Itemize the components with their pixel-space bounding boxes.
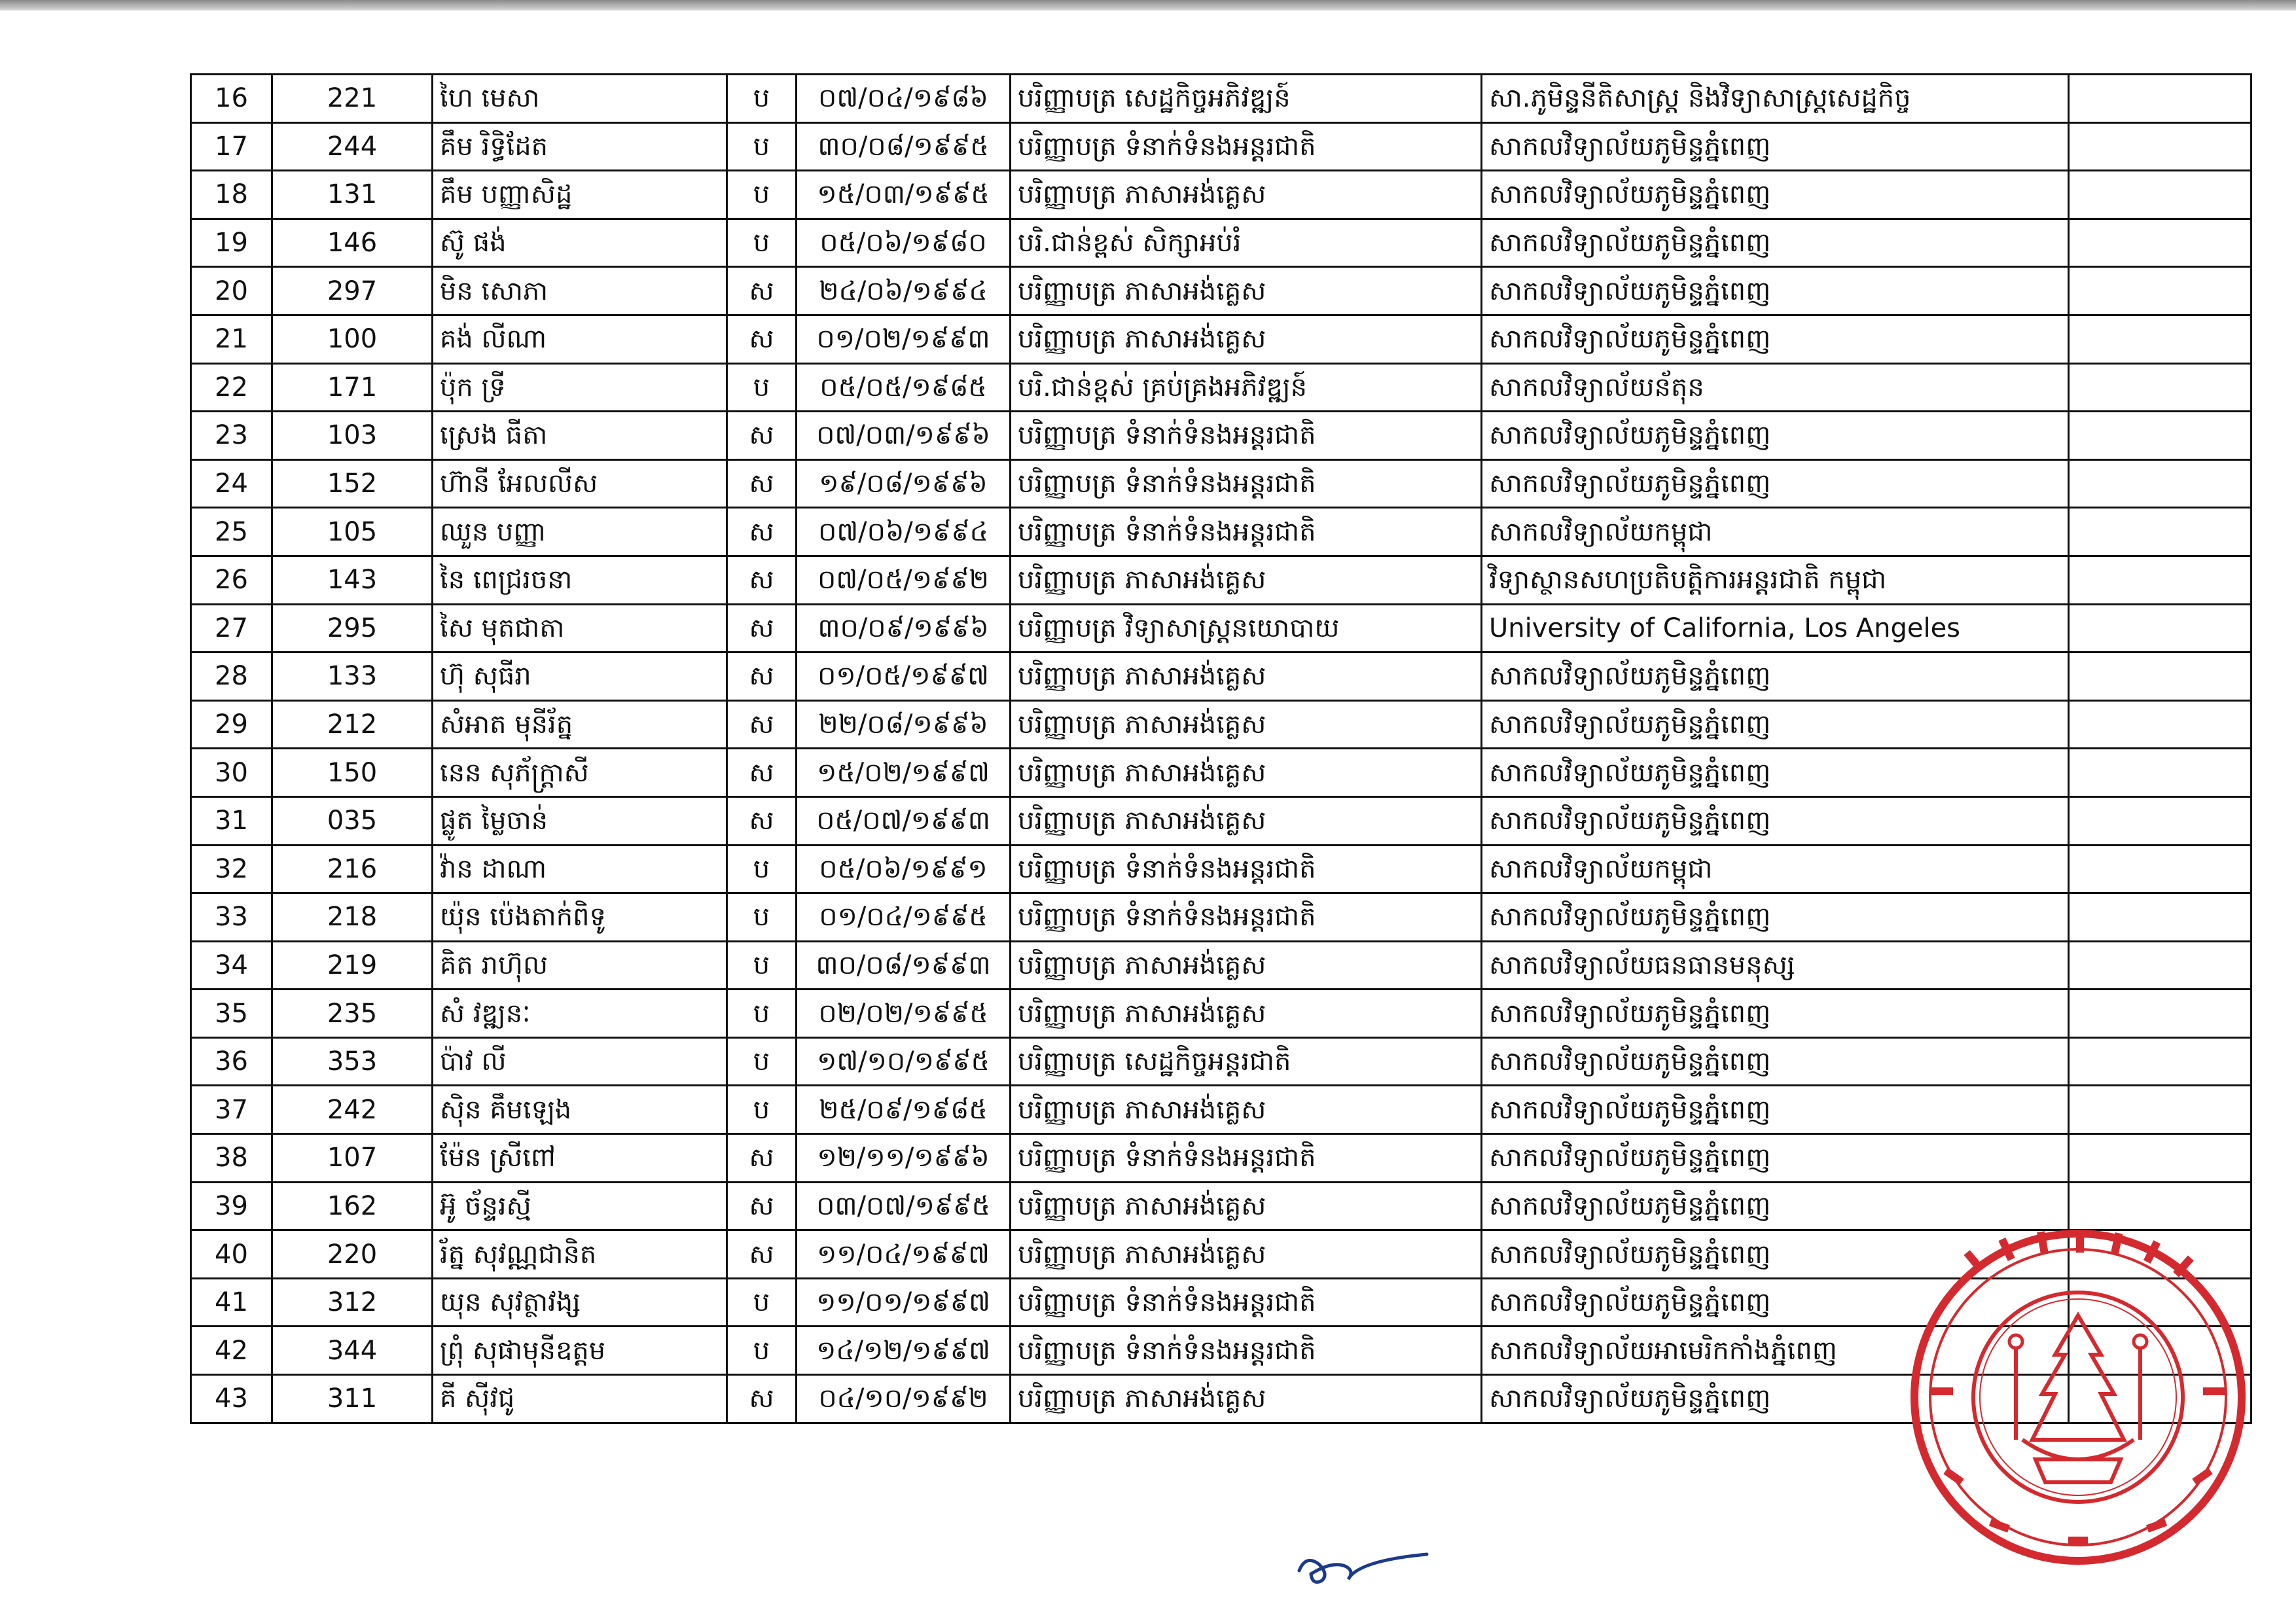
university-cell: សាកលវិទ្យាល័យភូមិន្ទភ្នំពេញ xyxy=(1482,412,2069,460)
date-of-birth-cell: ២៥/០៩/១៩៨៥ xyxy=(797,1086,1011,1134)
note-cell xyxy=(2069,893,2251,942)
gender-cell: ប xyxy=(727,75,797,123)
candidate-id-cell: 162 xyxy=(272,1182,433,1230)
date-of-birth-cell: ២២/០៨/១៩៩៦ xyxy=(797,700,1011,749)
row-number-cell: 28 xyxy=(191,652,272,701)
candidate-id-cell: 353 xyxy=(272,1037,433,1086)
table-row xyxy=(191,604,2251,652)
gender-cell: ស xyxy=(727,1182,797,1230)
degree-cell: បរិញ្ញាបត្រ ភាសាអង់គ្លេស xyxy=(1011,749,1482,797)
table-row xyxy=(191,1134,2251,1183)
full-name-cell: សំអាត មុនីរ័ត្ន xyxy=(433,700,727,749)
candidate-id-cell: 221 xyxy=(272,75,433,123)
note-cell xyxy=(2069,171,2251,219)
full-name-cell: ប៉ាវ លី xyxy=(433,1037,727,1086)
note-cell xyxy=(2069,219,2251,267)
candidate-id-cell: 311 xyxy=(272,1375,433,1423)
row-number-cell: 23 xyxy=(191,412,272,460)
table-row xyxy=(191,556,2251,604)
gender-cell: ប xyxy=(727,1037,797,1086)
date-of-birth-cell: ០៧/០៥/១៩៩២ xyxy=(797,556,1011,604)
row-number-cell: 33 xyxy=(191,893,272,942)
degree-cell: បរិញ្ញាបត្រ សេដ្ឋកិច្ចអន្តរជាតិ xyxy=(1011,1037,1482,1086)
table-row xyxy=(191,1037,2251,1086)
date-of-birth-cell: ៣០/០៨/១៩៩៣ xyxy=(797,941,1011,990)
university-cell: សាកលវិទ្យាល័យភូមិន្ទភ្នំពេញ xyxy=(1482,1230,2069,1279)
date-of-birth-cell: ០៥/០៧/១៩៩៣ xyxy=(797,796,1011,845)
note-cell xyxy=(2069,75,2251,123)
scan-top-edge xyxy=(0,0,2296,10)
gender-cell: ស xyxy=(727,412,797,460)
date-of-birth-cell: ៣០/០៨/១៩៩៥ xyxy=(797,122,1011,171)
table-row xyxy=(191,508,2251,556)
candidate-id-cell: 297 xyxy=(272,267,433,315)
row-number-cell: 43 xyxy=(191,1375,272,1423)
full-name-cell: គង់ លីណា xyxy=(433,315,727,363)
date-of-birth-cell: ០៧/០៤/១៩៨៦ xyxy=(797,75,1011,123)
date-of-birth-cell: ០៧/០៣/១៩៩៦ xyxy=(797,412,1011,460)
date-of-birth-cell: ០៥/០៥/១៩៨៥ xyxy=(797,363,1011,412)
gender-cell: ប xyxy=(727,122,797,171)
row-number-cell: 27 xyxy=(191,604,272,652)
candidate-id-cell: 143 xyxy=(272,556,433,604)
gender-cell: ស xyxy=(727,267,797,315)
note-cell xyxy=(2069,556,2251,604)
full-name-cell: គឹម រិទ្ធិដែត xyxy=(433,122,727,171)
candidate-id-cell: 216 xyxy=(272,845,433,893)
candidate-id-cell: 219 xyxy=(272,941,433,990)
gender-cell: ស xyxy=(727,459,797,508)
gender-cell: ស xyxy=(727,556,797,604)
university-cell: សាកលវិទ្យាល័យភូមិន្ទភ្នំពេញ xyxy=(1482,652,2069,701)
row-number-cell: 18 xyxy=(191,171,272,219)
date-of-birth-cell: ០១/០២/១៩៩៣ xyxy=(797,315,1011,363)
degree-cell: បរិញ្ញាបត្រ ភាសាអង់គ្លេស xyxy=(1011,1182,1482,1230)
note-cell xyxy=(2069,990,2251,1038)
date-of-birth-cell: ១៤/១២/១៩៩៧ xyxy=(797,1327,1011,1375)
candidate-id-cell: 295 xyxy=(272,604,433,652)
university-cell: សាកលវិទ្យាល័យភូមិន្ទភ្នំពេញ xyxy=(1482,1278,2069,1327)
note-cell xyxy=(2069,941,2251,990)
row-number-cell: 31 xyxy=(191,796,272,845)
candidate-id-cell: 220 xyxy=(272,1230,433,1279)
degree-cell: បរិញ្ញាបត្រ ភាសាអង់គ្លេស xyxy=(1011,267,1482,315)
table-row xyxy=(191,796,2251,845)
university-cell: សាកលវិទ្យាល័យភូមិន្ទភ្នំពេញ xyxy=(1482,1086,2069,1134)
table-row xyxy=(191,749,2251,797)
row-number-cell: 29 xyxy=(191,700,272,749)
row-number-cell: 30 xyxy=(191,749,272,797)
university-cell: សាកលវិទ្យាល័យភូមិន្ទភ្នំពេញ xyxy=(1482,990,2069,1038)
row-number-cell: 41 xyxy=(191,1278,272,1327)
full-name-cell: ព្រុំ សុផាមុនីឧត្តម xyxy=(433,1327,727,1375)
gender-cell: ប xyxy=(727,171,797,219)
full-name-cell: ហ៊ានី អែលលីស xyxy=(433,459,727,508)
candidate-id-cell: 105 xyxy=(272,508,433,556)
note-cell xyxy=(2069,267,2251,315)
row-number-cell: 24 xyxy=(191,459,272,508)
full-name-cell: ឈួន បញ្ញា xyxy=(433,508,727,556)
table-row xyxy=(191,845,2251,893)
full-name-cell: វ៉ាន ដាណា xyxy=(433,845,727,893)
gender-cell: ប xyxy=(727,219,797,267)
note-cell xyxy=(2069,845,2251,893)
degree-cell: បរិញ្ញាបត្រ ភាសាអង់គ្លេស xyxy=(1011,1230,1482,1279)
note-cell xyxy=(2069,1086,2251,1134)
candidate-id-cell: 100 xyxy=(272,315,433,363)
candidate-id-cell: 235 xyxy=(272,990,433,1038)
full-name-cell: ម៉ែន ស្រីពៅ xyxy=(433,1134,727,1183)
degree-cell: បរិញ្ញាបត្រ ភាសាអង់គ្លេស xyxy=(1011,556,1482,604)
table-row xyxy=(191,267,2251,315)
gender-cell: ស xyxy=(727,1230,797,1279)
gender-cell: ប xyxy=(727,990,797,1038)
date-of-birth-cell: ១២/១១/១៩៩៦ xyxy=(797,1134,1011,1183)
candidate-id-cell: 152 xyxy=(272,459,433,508)
note-cell xyxy=(2069,459,2251,508)
date-of-birth-cell: ១៧/១០/១៩៩៥ xyxy=(797,1037,1011,1086)
table-row xyxy=(191,893,2251,942)
university-cell: សាកលវិទ្យាល័យភូមិន្ទភ្នំពេញ xyxy=(1482,1375,2069,1423)
date-of-birth-cell: ០៥/០៦/១៩៨០ xyxy=(797,219,1011,267)
gender-cell: ស xyxy=(727,1134,797,1183)
university-cell: សាកលវិទ្យាល័យភូមិន្ទភ្នំពេញ xyxy=(1482,1182,2069,1230)
full-name-cell: យ៉ុន ប៉េងតាក់ពិទូ xyxy=(433,893,727,942)
candidate-id-cell: 171 xyxy=(272,363,433,412)
date-of-birth-cell: ២៤/០៦/១៩៩៤ xyxy=(797,267,1011,315)
university-cell: សា.ភូមិន្ទនីតិសាស្ត្រ និងវិទ្យាសាស្ត្រសេដ្ឋកិច្ច xyxy=(1482,75,2069,123)
date-of-birth-cell: ០៣/០៧/១៩៩៥ xyxy=(797,1182,1011,1230)
row-number-cell: 42 xyxy=(191,1327,272,1375)
degree-cell: បរិញ្ញាបត្រ ភាសាអង់គ្លេស xyxy=(1011,990,1482,1038)
date-of-birth-cell: ០១/០៥/១៩៩៧ xyxy=(797,652,1011,701)
table-row xyxy=(191,700,2251,749)
date-of-birth-cell: ១៥/០២/១៩៩៧ xyxy=(797,749,1011,797)
full-name-cell: គិត រាហ៊ុល xyxy=(433,941,727,990)
degree-cell: បរិញ្ញាបត្រ ភាសាអង់គ្លេស xyxy=(1011,941,1482,990)
note-cell xyxy=(2069,315,2251,363)
university-cell: សាកលវិទ្យាល័យភូមិន្ទភ្នំពេញ xyxy=(1482,700,2069,749)
candidate-id-cell: 107 xyxy=(272,1134,433,1183)
table-row xyxy=(191,363,2251,412)
gender-cell: ស xyxy=(727,1375,797,1423)
degree-cell: បរិញ្ញាបត្រ ទំនាក់ទំនងអន្តរជាតិ xyxy=(1011,1327,1482,1375)
full-name-cell: សំ វឌ្ឍនៈ xyxy=(433,990,727,1038)
note-cell xyxy=(2069,749,2251,797)
note-cell xyxy=(2069,1182,2251,1230)
row-number-cell: 39 xyxy=(191,1182,272,1230)
degree-cell: បរិ.ជាន់ខ្ពស់ គ្រប់គ្រងអភិវឌ្ឍន៍ xyxy=(1011,363,1482,412)
university-cell: សាកលវិទ្យាល័យភូមិន្ទភ្នំពេញ xyxy=(1482,459,2069,508)
full-name-cell: ផ្លូត ម្លៃចាន់ xyxy=(433,796,727,845)
date-of-birth-cell: ១៥/០៣/១៩៩៥ xyxy=(797,171,1011,219)
table-row xyxy=(191,75,2251,123)
full-name-cell: ស៊ិន គឹមឡេង xyxy=(433,1086,727,1134)
row-number-cell: 36 xyxy=(191,1037,272,1086)
date-of-birth-cell: ០៤/១០/១៩៩២ xyxy=(797,1375,1011,1423)
degree-cell: បរិញ្ញាបត្រ ភាសាអង់គ្លេស xyxy=(1011,700,1482,749)
gender-cell: ស xyxy=(727,315,797,363)
row-number-cell: 25 xyxy=(191,508,272,556)
degree-cell: បរិញ្ញាបត្រ ទំនាក់ទំនងអន្តរជាតិ xyxy=(1011,412,1482,460)
university-cell: សាកលវិទ្យាល័យភូមិន្ទភ្នំពេញ xyxy=(1482,315,2069,363)
university-cell: សាកលវិទ្យាល័យន័តុន xyxy=(1482,363,2069,412)
table-row xyxy=(191,941,2251,990)
gender-cell: ប xyxy=(727,363,797,412)
gender-cell: ស xyxy=(727,749,797,797)
full-name-cell: ស្រេង ធីតា xyxy=(433,412,727,460)
date-of-birth-cell: ១១/០១/១៩៩៧ xyxy=(797,1278,1011,1327)
note-cell xyxy=(2069,604,2251,652)
date-of-birth-cell: ០៧/០៦/១៩៩៤ xyxy=(797,508,1011,556)
candidate-id-cell: 133 xyxy=(272,652,433,701)
row-number-cell: 38 xyxy=(191,1134,272,1183)
university-cell: សាកលវិទ្យាល័យកម្ពុជា xyxy=(1482,845,2069,893)
candidate-id-cell: 212 xyxy=(272,700,433,749)
full-name-cell: ហ៊ុ សុធីរា xyxy=(433,652,727,701)
row-number-cell: 17 xyxy=(191,122,272,171)
row-number-cell: 34 xyxy=(191,941,272,990)
gender-cell: ប xyxy=(727,1086,797,1134)
row-number-cell: 26 xyxy=(191,556,272,604)
note-cell xyxy=(2069,796,2251,845)
gender-cell: ប xyxy=(727,893,797,942)
date-of-birth-cell: ១៩/០៨/១៩៩៦ xyxy=(797,459,1011,508)
university-cell: សាកលវិទ្យាល័យភូមិន្ទភ្នំពេញ xyxy=(1482,219,2069,267)
degree-cell: បរិញ្ញាបត្រ ភាសាអង់គ្លេស xyxy=(1011,171,1482,219)
candidate-id-cell: 103 xyxy=(272,412,433,460)
university-cell: វិទ្យាស្ថានសហប្រតិបត្តិការអន្តរជាតិ កម្ពុជា xyxy=(1482,556,2069,604)
full-name-cell: អ៊ូ ច័ន្ទរស្មី xyxy=(433,1182,727,1230)
table-row xyxy=(191,459,2251,508)
note-cell xyxy=(2069,363,2251,412)
row-number-cell: 32 xyxy=(191,845,272,893)
university-cell: សាកលវិទ្យាល័យភូមិន្ទភ្នំពេញ xyxy=(1482,1134,2069,1183)
note-cell xyxy=(2069,700,2251,749)
university-cell: សាកលវិទ្យាល័យភូមិន្ទភ្នំពេញ xyxy=(1482,122,2069,171)
note-cell xyxy=(2069,412,2251,460)
degree-cell: បរិញ្ញាបត្រ ទំនាក់ទំនងអន្តរជាតិ xyxy=(1011,508,1482,556)
row-number-cell: 37 xyxy=(191,1086,272,1134)
full-name-cell: គឹម បញ្ញាសិដ្ឋ xyxy=(433,171,727,219)
candidate-id-cell: 035 xyxy=(272,796,433,845)
table-row xyxy=(191,315,2251,363)
row-number-cell: 35 xyxy=(191,990,272,1038)
date-of-birth-cell: ១១/០៤/១៩៩៧ xyxy=(797,1230,1011,1279)
university-cell: សាកលវិទ្យាល័យភូមិន្ទភ្នំពេញ xyxy=(1482,749,2069,797)
university-cell: សាកលវិទ្យាល័យភូមិន្ទភ្នំពេញ xyxy=(1482,267,2069,315)
row-number-cell: 20 xyxy=(191,267,272,315)
gender-cell: ស xyxy=(727,796,797,845)
table-row xyxy=(191,652,2251,701)
full-name-cell: នេន សុភ័ក្ត្រាសី xyxy=(433,749,727,797)
candidate-id-cell: 244 xyxy=(272,122,433,171)
degree-cell: បរិញ្ញាបត្រ ភាសាអង់គ្លេស xyxy=(1011,1375,1482,1423)
candidate-id-cell: 242 xyxy=(272,1086,433,1134)
table-body xyxy=(191,75,2251,1423)
degree-cell: បរិញ្ញាបត្រ ទំនាក់ទំនងអន្តរជាតិ xyxy=(1011,122,1482,171)
table-row xyxy=(191,122,2251,171)
full-name-cell: ប៉ុក ទ្រី xyxy=(433,363,727,412)
date-of-birth-cell: ៣០/០៩/១៩៩៦ xyxy=(797,604,1011,652)
candidate-id-cell: 146 xyxy=(272,219,433,267)
table-row xyxy=(191,1086,2251,1134)
gender-cell: ស xyxy=(727,508,797,556)
degree-cell: បរិញ្ញាបត្រ ទំនាក់ទំនងអន្តរជាតិ xyxy=(1011,893,1482,942)
degree-cell: បរិញ្ញាបត្រ សេដ្ឋកិច្ចអភិវឌ្ឍន៍ xyxy=(1011,75,1482,123)
candidate-id-cell: 131 xyxy=(272,171,433,219)
note-cell xyxy=(2069,1134,2251,1183)
university-cell: សាកលវិទ្យាល័យភូមិន្ទភ្នំពេញ xyxy=(1482,893,2069,942)
row-number-cell: 40 xyxy=(191,1230,272,1279)
degree-cell: បរិញ្ញាបត្រ ភាសាអង់គ្លេស xyxy=(1011,652,1482,701)
degree-cell: បរិញ្ញាបត្រ ភាសាអង់គ្លេស xyxy=(1011,315,1482,363)
degree-cell: បរិញ្ញាបត្រ ទំនាក់ទំនងអន្តរជាតិ xyxy=(1011,459,1482,508)
official-seal-icon xyxy=(1905,1224,2251,1571)
table-row xyxy=(191,219,2251,267)
full-name-cell: ស៊ូ ផង់ xyxy=(433,219,727,267)
table-row xyxy=(191,1182,2251,1230)
candidate-id-cell: 150 xyxy=(272,749,433,797)
date-of-birth-cell: ០៥/០៦/១៩៩១ xyxy=(797,845,1011,893)
candidate-id-cell: 344 xyxy=(272,1327,433,1375)
full-name-cell: នៃ ពេជ្ររចនា xyxy=(433,556,727,604)
note-cell xyxy=(2069,652,2251,701)
gender-cell: ប xyxy=(727,845,797,893)
degree-cell: បរិ.ជាន់ខ្ពស់ សិក្សាអប់រំ xyxy=(1011,219,1482,267)
degree-cell: បរិញ្ញាបត្រ ទំនាក់ទំនងអន្តរជាតិ xyxy=(1011,1134,1482,1183)
date-of-birth-cell: ០២/០២/១៩៩៥ xyxy=(797,990,1011,1038)
university-cell: សាកលវិទ្យាល័យធនធានមនុស្ស xyxy=(1482,941,2069,990)
degree-cell: បរិញ្ញាបត្រ ទំនាក់ទំនងអន្តរជាតិ xyxy=(1011,1278,1482,1327)
full-name-cell: យុន សុវត្ថាវង្ស xyxy=(433,1278,727,1327)
university-cell: University of California, Los Angeles xyxy=(1482,604,2069,652)
degree-cell: បរិញ្ញាបត្រ ទំនាក់ទំនងអន្តរជាតិ xyxy=(1011,845,1482,893)
row-number-cell: 22 xyxy=(191,363,272,412)
note-cell xyxy=(2069,122,2251,171)
row-number-cell: 19 xyxy=(191,219,272,267)
gender-cell: ស xyxy=(727,700,797,749)
row-number-cell: 16 xyxy=(191,75,272,123)
degree-cell: បរិញ្ញាបត្រ ភាសាអង់គ្លេស xyxy=(1011,796,1482,845)
signature-mark-icon xyxy=(1293,1535,1430,1590)
table-row xyxy=(191,412,2251,460)
gender-cell: ប xyxy=(727,1327,797,1375)
candidate-id-cell: 218 xyxy=(272,893,433,942)
candidate-id-cell: 312 xyxy=(272,1278,433,1327)
degree-cell: បរិញ្ញាបត្រ ភាសាអង់គ្លេស xyxy=(1011,1086,1482,1134)
full-name-cell: គី ស៊ីវជូ xyxy=(433,1375,727,1423)
gender-cell: ប xyxy=(727,941,797,990)
university-cell: សាកលវិទ្យាល័យភូមិន្ទភ្នំពេញ xyxy=(1482,796,2069,845)
full-name-cell: មិន សោភា xyxy=(433,267,727,315)
university-cell: សាកលវិទ្យាល័យភូមិន្ទភ្នំពេញ xyxy=(1482,171,2069,219)
full-name-cell: ហៃ មេសា xyxy=(433,75,727,123)
note-cell xyxy=(2069,1037,2251,1086)
university-cell: សាកលវិទ្យាល័យភូមិន្ទភ្នំពេញ xyxy=(1482,1037,2069,1086)
gender-cell: ប xyxy=(727,1278,797,1327)
university-cell: សាកលវិទ្យាល័យកម្ពុជា xyxy=(1482,508,2069,556)
degree-cell: បរិញ្ញាបត្រ វិទ្យាសាស្ត្រនយោបាយ xyxy=(1011,604,1482,652)
date-of-birth-cell: ០១/០៤/១៩៩៥ xyxy=(797,893,1011,942)
full-name-cell: រ័ត្ន សុវណ្ណជានិត xyxy=(433,1230,727,1279)
table-row xyxy=(191,990,2251,1038)
full-name-cell: សៃ មុតជាតា xyxy=(433,604,727,652)
row-number-cell: 21 xyxy=(191,315,272,363)
university-cell: សាកលវិទ្យាល័យអាមេរិកកាំងភ្នំពេញ xyxy=(1482,1327,2069,1375)
gender-cell: ស xyxy=(727,652,797,701)
personnel-table xyxy=(190,73,2252,1424)
gender-cell: ស xyxy=(727,604,797,652)
note-cell xyxy=(2069,508,2251,556)
table-row xyxy=(191,171,2251,219)
